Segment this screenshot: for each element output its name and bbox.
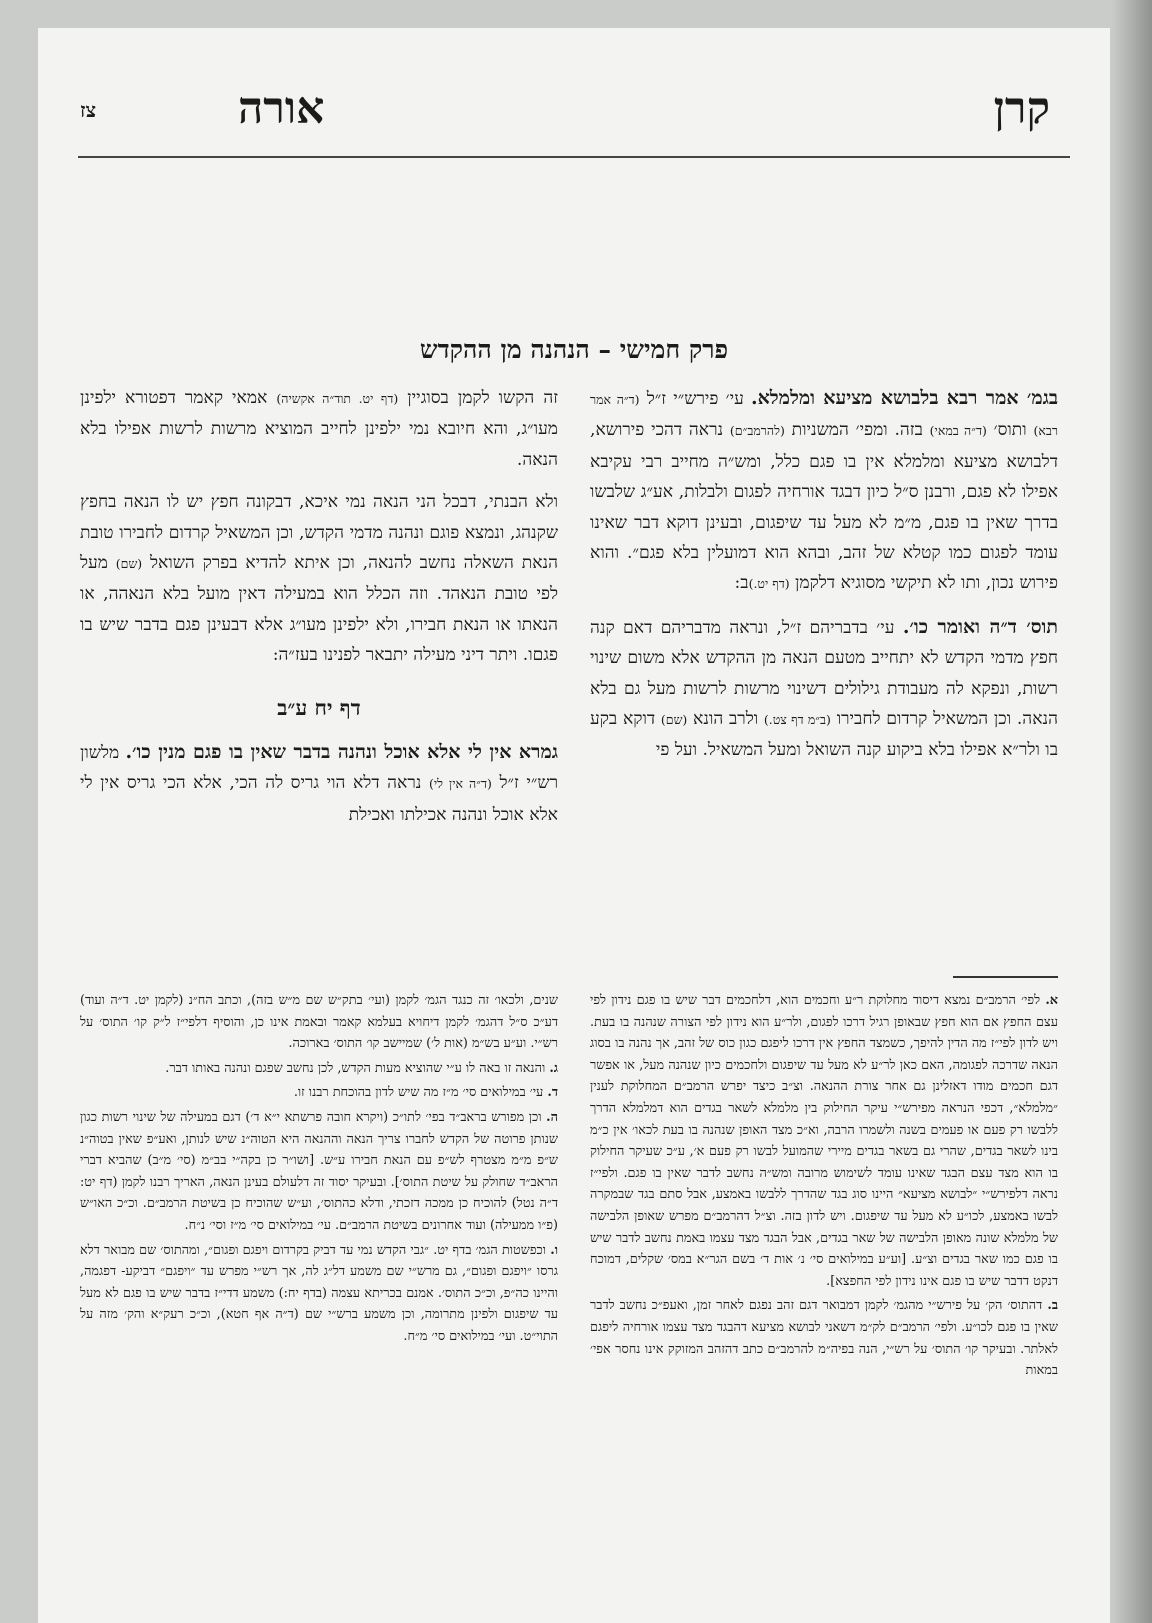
text: אמאי קאמר דפטורא ילפינן מעו״ג, והא חיובא נמי ילפינן לחייב המוציא מרשות לרשות אפילו בלא הנאה. [80,388,558,470]
paragraph [80,383,558,475]
footnote-text: שנים, ולכאו׳ זה כנגד הגמ׳ לקמן (ועי׳ בתק״ש שם מ״ש בזה), וכתב הח״נ (לקמן יט. ד״ה ועוד) דע״כ ס״ל דהגמ׳ לקמן דיחויא בעלמא קאמר ובאמת אינו כן, והוסיף דלפי״ז ל״ק קו׳ התוס׳ על רש״י. וע״ע בש״מ (אות ל׳) שמיישב קו׳ התוס׳ בארוכה. [80,993,558,1052]
text: ולא הבנתי, דבכל הני הנאה נמי איכא, דבקונה חפץ יש לו הנאה בחפץ שקנהג, ונמצא פוגם ונהנה מדמי הקדש, וכן המשאיל קרדום לחבירו טובת הנאת השאלה נחשב להנאה, וכן איתא להדיא בפרק השואל [80,492,558,574]
footnote-mark: ד. [547,1085,558,1101]
citation: (שם) [115,556,143,572]
paragraph [80,487,558,670]
citation: (ד״ה אמר רבא) [590,392,1058,439]
footnotes-left [80,990,558,1351]
text: נראה דלא הוי גריס לה הכי, אלא הכי גריס אין לי אלא אוכל ונהנה אכילתו ואכילת [80,773,558,825]
citation: (דף יט. תוד״ה אקשיה) [276,391,399,406]
text: ותוס׳ [986,420,1034,441]
citation: (ב״מ דף צט.) [763,712,831,728]
text: עי׳ פירש״י ז״ל [639,389,751,409]
running-title-left: אורה [238,83,325,134]
footnote [80,1082,558,1104]
citation: (דף יט.) [748,576,790,592]
footnote-mark: ב. [1047,1298,1058,1314]
chapter-heading: פרק חמישי – הנהנה מן ההקדש [419,335,729,364]
dibur-hamatchil: בגמ׳ אמר רבא בלבושא מציעא ומלמלא. [750,387,1059,409]
text: מלשון רש״י ז״ל [80,743,559,794]
footnote-mark: ג. [549,1060,558,1076]
main-column-left [80,383,558,842]
daf-heading: דף יח ע״ב [277,694,361,720]
footnote-text: וכן מפורש בראב״ד בפי׳ לתו״כ (ויקרא חובה פרשתא י״א ד׳) דגם במעילה של שינוי רשות כגון שנותן פרוטה של הקדש לחברו צריך הנאה וההנאה היא הטוה״נ שיש לנותן, ואע״פ שאין בטוה״נ ש״פ מ״מ מצטרף לש״פ עם הנאת חבירו ע״ש. [ושו״ר כן בקה״י בב״מ (סי׳ מ״ב) שהביא דברי הראב״ד שחולק על שיטת התוס׳]. ובעיקר יסוד זה דלעולם בעינן הנאה, האריך רבנו לקמן (דף יט: ד״ה נטל) להוכיח כן ממכה דזכתי, ודלא כהתוס׳, וע״ש שהוכיח כן בשיטת הרמב״ם. וכ״כ האו״ש (פ״ו ממעילה) ועוד אחרונים בשיטת הרמב״ם. עי׳ במילואים סי׳ מ״ז וסי׳ נ״ח. [80,1109,558,1233]
text: דוקא בקע בו ולר״א אפילו בלא ביקוע קנה השואל ומעל המשאיל. ועל פי [590,709,1058,761]
text: בזה. ומפי׳ המשניות [784,420,930,441]
text: ולרב הונא [687,709,764,730]
citation: (ד״ה במאי) [929,423,987,439]
footnote-text: עי׳ במילואים סי׳ מ״ז מה שיש לדון בהוכחת רבנו זו. [293,1085,548,1101]
footnote [590,1295,1058,1381]
main-column-right [590,383,1058,778]
citation: (שם) [660,712,688,728]
text: נראה דהכי פירושא, דלבושא מציעא ומלמלא אין בו פגם כלל, ומש״ה מחייב רבי עקיבא אפילו לא פגם, ורבנן ס״ל כיון דבגד אורחיה לפגום ולבלות, אע״ג שלבשו בדרך שאין בו פגם, מ״מ לא מעל עד שיפגום, ובעינן דוקא דבר שאינו עומד לפגום כמו קטלא של זהב, ובהא הוא דמועלין בלא פגם״. והוא פירוש נכון, ותו לא תיקשי מסוגיא דלקמן [590,420,1058,594]
footnote-rule [953,976,1058,978]
running-title-right: קרן [993,83,1050,134]
footnote [80,1107,558,1237]
page-edge-shadow [1112,0,1152,1623]
paragraph [590,612,1058,766]
footnote-text: דהתוס׳ הק׳ על פירש״י מהגמ׳ לקמן דמבואר דגם זהב נפגם לאחר זמן, ואעפ״כ נחשב לדבר שאין בו פגם לכו״ע. ולפי׳ הרמב״ם לק״מ דשאני לבושא מציעא דהבגד מצד עצמו אורחיה ליפגם לאלתר. ובעיקר קו׳ התוס׳ על רש״י, הנה בפיה״מ להרמב״ם כתב דהזהב המזוקק אינו נחסר אפי׳ במאות [590,1298,1058,1379]
footnote-text: וכפשטות הגמ׳ בדף יט. ״גבי הקדש נמי עד דביק בקרדום ויפגם ופגום״, ומהתוס׳ שם מבואר דלא גרסו ״ויפגם ופגום״, גם מרש״י שם משמע דל״ג לה, אך רש״י מפרש עד ״ויפגם״ דביקע- דפגמה, והיינו כה״פ, וכ״כ התוס׳. אמנם בכריתא עצמה (בדף יח:) משמע דדי״ז בדבר שיש בו פגם לא מעל עד שיפגום ולפינן מתרומה, וכן משמע ברש״י שם (ד״ה אף חטא), וכ״כ רעק״א והק׳ מזה על התוי״ט. ועי׳ במילואים סי׳ מ״ח. [80,1242,558,1344]
header-rule [78,156,1070,158]
citation: (ד״ה אין לי) [428,776,492,792]
footnote [80,990,558,1055]
footnote-mark: ו. [550,1242,558,1258]
text: מעל לפי טובת הנאהד. וזה הכלל הוא במעילה דאין מועל בלא הנאהה, או הנאתו או הנאת חבירו, ולא ילפינן מעו״ג אלא דבעינן פגם בדבר שיש בו פגםו. ויתר דיני מעילה יתבאר לפנינו בעז״ה: [80,553,558,666]
book-page [38,28,1110,1623]
text: זה הקשו לקמן בסוגיין [398,388,559,408]
footnote-text: לפי׳ הרמב״ם נמצא דיסוד מחלוקת ר״ע וחכמים הוא, דלחכמים דבר שיש בו פגם נידון לפי עצם החפץ אם הוא חפץ שבאופן רגיל דרכו לפגום, ולר״ע הוא נידון לפי הצורה שנהנה בו בעת. ויש לדון לפי״ז מה הדין להיפך, כשמצד החפץ אין דרכו ליפגם כגון כוס של זהב, אך נהנה בו בסוג הנאה שדרכה לפגומה, האם כאן לר״ע לא מעל עד שיפגום ולחכמים כיון שנהנה מעל, או אפשר דגם חכמים מודו דאזלינן גם אחר צורת ההנאה. וצ״ב כיצד יפרש הרמב״ם המחלוקת לענין ״מלמלא״, דכפי הנראה מפירש״י עיקר החילוק בין מלמלא לשאר בגדים הוא דמלמלא הדרך ללבשו רק פעם או פעמים בשנה ולשמרו הרבה, וא״כ מצד האופן שנהנה בו בעת לכאו׳ אין כ״מ בינו לשאר בגדים, שהרי גם בשאר בגדים מיירי שהמועל לבשו רק פעם א׳, ע״כ שעיקר החילוק בו הוא מצד עצם הבגד שאינו עומד לשימוש מרובה ומש״ה נחשב לדבר שאין בו פגם. ולפי״ז נראה דלפירש״י ״לבושא מציעא״ היינו סוג בגד שהדרך ללבשו באמצע, אבל סתם בגד שבמקרה לבשו באמצע, לכו״ע לא מעל עד שיפגום. ויש לדון בזה. וצ״ל דהרמב״ם מפרש שאופן הלבישה של מלמלא שונה מאופן הלבישה של שאר בגדים, אבל הבגד מצד עצמו באמת נחשב לדבר שיש בו פגם כמו שאר בגדים וצ״ע. [וע״ע במילואים סי׳ נ׳ אות ד׳ בשם הגר״א במס׳ שקלים, דמוכח דנקט דדבר שיש בו פגם אינו נידון לפי החפצא]. [590,993,1058,1289]
footnote [80,1240,558,1348]
dibur-hamatchil: תוס׳ ד״ה ואומר כו׳. [902,615,1058,638]
footnote [80,1058,558,1080]
page-number: צז [80,98,97,122]
footnotes-right [590,990,1058,1385]
footnote-mark: ה. [546,1109,558,1125]
paragraph [80,737,558,830]
text: עי׳ בדבריהם ז״ל, ונראה מדבריהם דאם קנה חפץ מדמי הקדש לא יתחייב מטעם הנאה מן ההקדש אלא משום שינוי רשות, ונפקא לה מעבודת גילולים דשינוי מרשות לרשות מעל גם בלא הנאה. וכן המשאיל קרדום לחבירו [590,617,1058,730]
footnote-mark: א. [1045,993,1058,1008]
citation: (להרמב״ם) [729,423,785,439]
footnote-text: והנאה זו באה לו ע״י שהוציא מעות הקדש, לכן נחשב שפגם ונהנה באותו דבר. [165,1060,550,1076]
text: ב: [734,573,749,594]
dibur-hamatchil: גמרא אין לי אלא אוכל ונהנה בדבר שאין בו פגם מנין כו׳. [125,741,558,764]
paragraph [590,383,1058,600]
footnote [590,990,1058,1292]
